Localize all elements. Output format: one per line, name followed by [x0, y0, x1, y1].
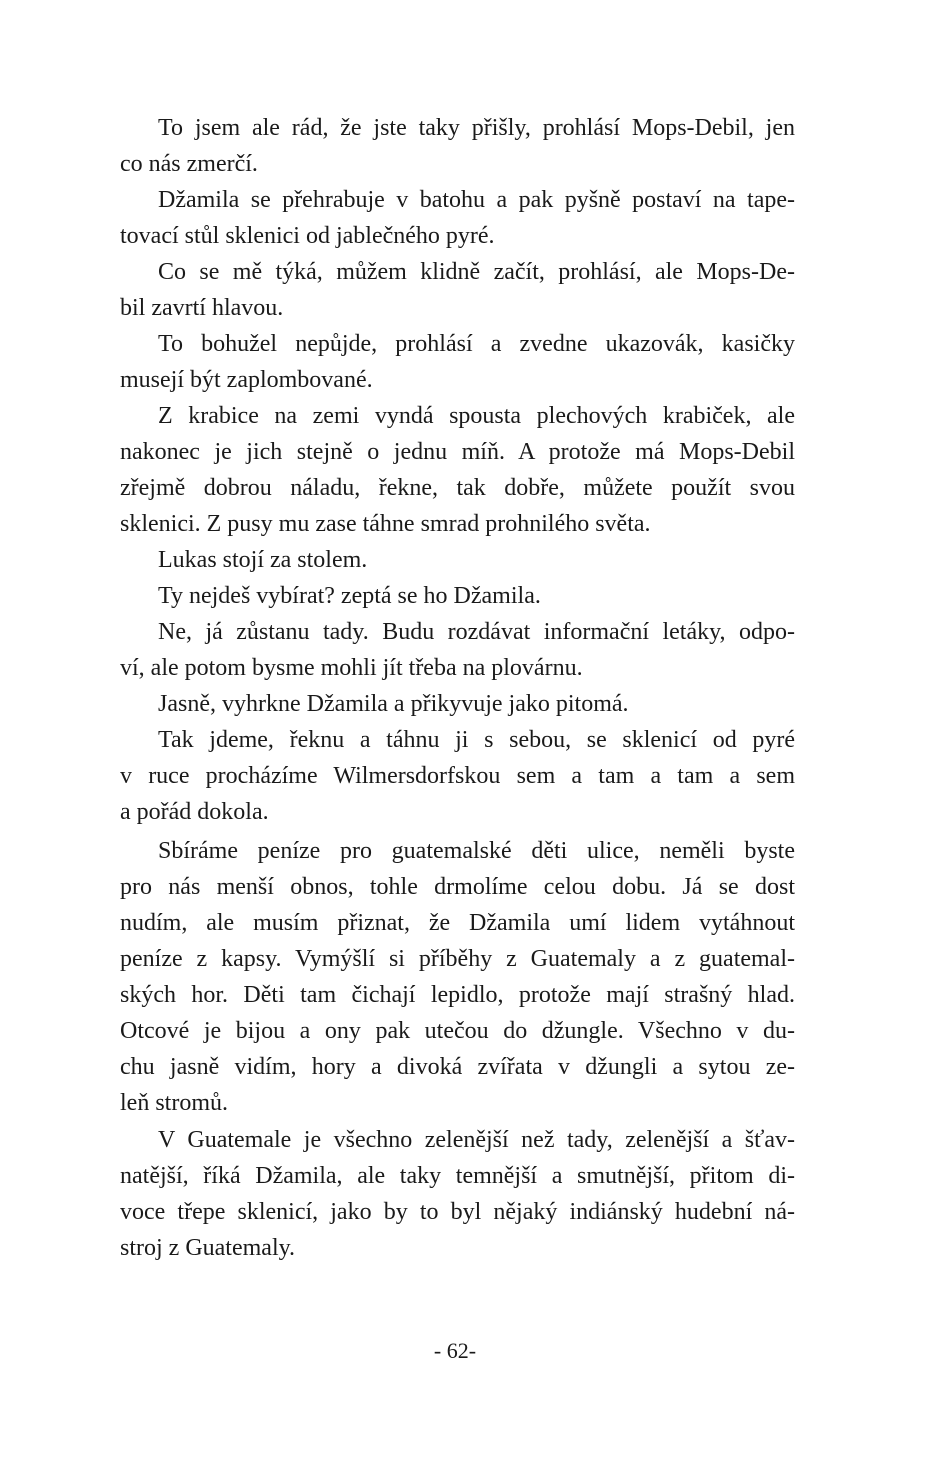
text-line: stroj z Guatemaly.: [120, 1235, 296, 1261]
text-line: Sbíráme peníze pro guatemalské děti ulice, neměli byste: [158, 838, 795, 864]
text-line: chu jasně vidím, hory a divoká zvířata v džungli a sytou ze-: [120, 1054, 795, 1080]
text-line: nakonec je jich stejně o jednu míň. A protože má Mops-Debil: [120, 439, 795, 465]
text-line: Ne, já zůstanu tady. Budu rozdávat informační letáky, odpo-: [158, 619, 795, 645]
text-line: natější, říká Džamila, ale taky temnější a smutnější, přitom di-: [120, 1163, 795, 1189]
text-line: Co se mě týká, můžem klidně začít, prohlásí, ale Mops-De-: [158, 259, 795, 285]
text-line: ví, ale potom bysme mohli jít třeba na plovárnu.: [120, 655, 583, 681]
text-line: Otcové je bijou a ony pak utečou do džungle. Všechno v du-: [120, 1018, 795, 1044]
text-line: Tak jdeme, řeknu a táhnu ji s sebou, se sklenicí od pyré: [158, 727, 795, 753]
text-line: co nás zmerčí.: [120, 151, 258, 177]
text-line: zřejmě dobrou náladu, řekne, tak dobře, můžete použít svou: [120, 475, 795, 501]
text-line: To bohužel nepůjde, prohlásí a zvedne ukazovák, kasičky: [158, 331, 795, 357]
text-line: musejí být zaplombované.: [120, 367, 373, 393]
text-line: sklenici. Z pusy mu zase táhne smrad prohnilého světa.: [120, 511, 651, 537]
text-line: To jsem ale rád, že jste taky přišly, prohlásí Mops-Debil, jen: [158, 115, 795, 141]
text-line: nudím, ale musím přiznat, že Džamila umí lidem vytáhnout: [120, 910, 795, 936]
page-number: - 62-: [433, 1338, 477, 1363]
text-line: ských hor. Děti tam čichají lepidlo, protože mají strašný hlad.: [120, 982, 795, 1008]
text-line: bil zavrtí hlavou.: [120, 295, 284, 321]
text-line: Džamila se přehrabuje v batohu a pak pyšně postaví na tape-: [158, 187, 795, 213]
text-line: Z krabice na zemi vyndá spousta plechových krabiček, ale: [158, 403, 795, 429]
text-line: Lukas stojí za stolem.: [158, 547, 368, 573]
text-line: a pořád dokola.: [120, 799, 269, 825]
text-line: v ruce procházíme Wilmersdorfskou sem a tam a tam a sem: [120, 763, 795, 789]
text-line: tovací stůl sklenici od jablečného pyré.: [120, 223, 495, 249]
text-line: voce třepe sklenicí, jako by to byl nějaký indiánský hudební ná-: [120, 1199, 795, 1225]
text-line: leň stromů.: [120, 1090, 228, 1116]
text-line: Jasně, vyhrkne Džamila a přikyvuje jako pitomá.: [158, 691, 629, 717]
text-line: peníze z kapsy. Vymýšlí si příběhy z Guatemaly a z guatemal-: [120, 946, 795, 972]
text-line: pro nás menší obnos, tohle drmolíme celou dobu. Já se dost: [120, 874, 795, 900]
text-line: V Guatemale je všechno zelenější než tady, zelenější a šťav-: [158, 1127, 795, 1153]
text-line: Ty nejdeš vybírat? zeptá se ho Džamila.: [158, 583, 541, 609]
